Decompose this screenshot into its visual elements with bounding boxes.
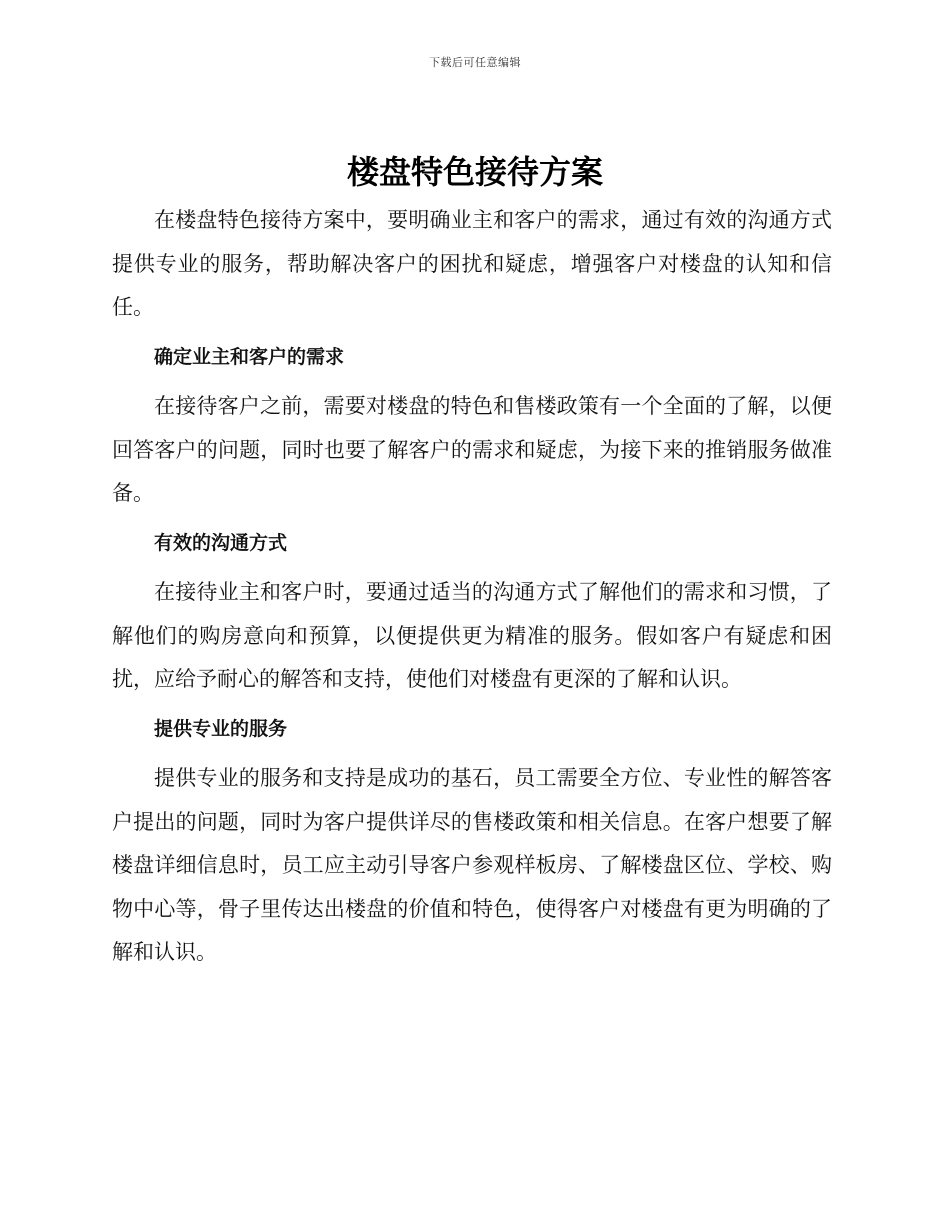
section-heading-communication: 有效的沟通方式 [154,531,288,554]
header-note: 下载后可任意编辑 [429,56,521,69]
intro-paragraph: 在楼盘特色接待方案中，要明确业主和客户的需求，通过有效的沟通方式提供专业的服务，帮助解决客户的困扰和疑虑，增强客户对楼盘的认知和信任。 [112,208,832,319]
document-body [112,199,832,975]
document-title: 楼盘特色接待方案 [346,153,603,191]
section-body-needs: 在接待客户之前，需要对楼盘的特色和售楼政策有一个全面的了解，以便回答客户的问题，同时也要了解客户的需求和疑虑，为接下来的推销服务做准备。 [112,394,832,505]
section-heading-needs: 确定业主和客户的需求 [154,345,345,368]
section-body-service: 提供专业的服务和支持是成功的基石，员工需要全方位、专业性的解答客户提出的问题，同时为客户提供详尽的售楼政策和相关信息。在客户想要了解楼盘详细信息时，员工应主动引导客户参观样板房、了解楼盘区位、学校、购物中心等，骨子里传达出楼盘的价值和特色，使得客户对楼盘有更为明确的了解和认识。 [112,766,832,964]
section-heading-service: 提供专业的服务 [154,717,288,740]
section-body-communication: 在接待业主和客户时，要通过适当的沟通方式了解他们的需求和习惯，了解他们的购房意向和预算，以便提供更为精准的服务。假如客户有疑虑和困扰，应给予耐心的解答和支持，使他们对楼盘有更深的了解和认识。 [112,580,832,691]
